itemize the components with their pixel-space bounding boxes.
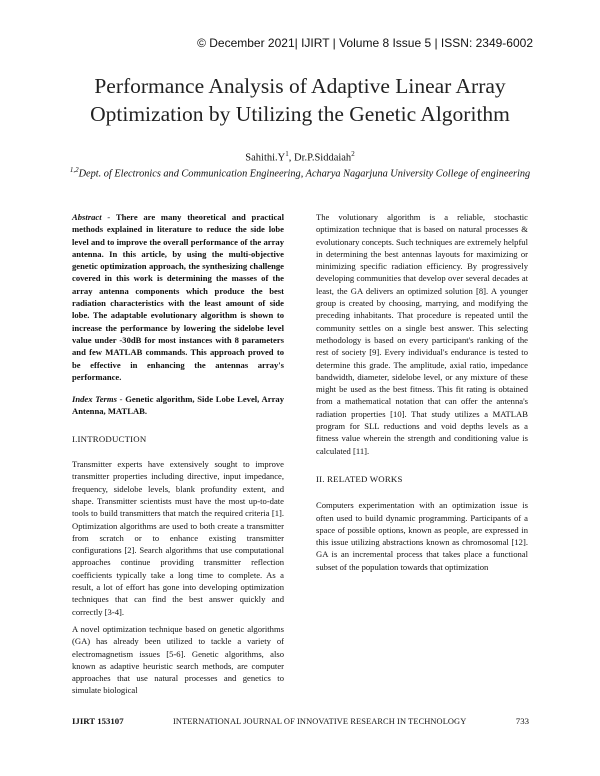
abstract <box>72 211 284 383</box>
paper-title-line-1: Performance Analysis of Adaptive Linear Array <box>94 74 506 98</box>
section-heading-introduction: I.INTRODUCTION <box>72 433 147 444</box>
paper-title <box>40 72 560 128</box>
left-column <box>72 211 284 697</box>
author-line <box>40 150 560 164</box>
footer-journal-id: IJIRT 153107 <box>72 716 124 726</box>
introduction-paragraph-1: Transmitter experts have extensively sought to improve transmitter properties including directive, input impedance, frequency, sidelobe levels, blank profundity extent, and shape. Transmitter scientists must have the most up-to-date tools to build transmitters that match the required criteria [1]. Optimization algorithms are used to both create a transmitter from scratch or to enhance existing transmitter configurations [2]. Search algorithms that use computational approaches continue providing transmitter reflection coefficients typically take a long time to complete. As a result, a lot of effort has gone into developing optimization techniques that can find the best answer quickly and correctly [3-4]. <box>72 459 284 617</box>
footer-page-number: 733 <box>515 716 529 726</box>
author-separator: , <box>288 152 295 164</box>
abstract-label: Abstract - <box>72 212 111 222</box>
section-heading-related-works: II. RELATED WORKS <box>316 473 403 484</box>
author-2-affiliation-mark: 2 <box>351 150 355 158</box>
abstract-text: There are many theoretical and practical methods explained in literature to reduce the side lobe level and to improve the overall performance of the array antenna. In this article, by using the multi-objective genetic optimization approach, the synthesizing challenge covered in this work is determining the masses of the array antenna components which produce the best radiation characteristics with the least amount of side lobe. The adaptable evolutionary algorithm is shown to increase the performance by lowering the sidelobe level value under -30dB for most instances with 8 parameters and few MATLAB commands. This approach proved to be effective in enhancing the antennas array's performance. <box>72 212 284 382</box>
paper-title-line-2: Optimization by Utilizing the Genetic Algorithm <box>90 102 510 126</box>
index-terms-label: Index Terms - <box>72 394 123 405</box>
index-terms <box>72 393 284 418</box>
introduction-paragraph-3: The volutionary algorithm is a reliable, stochastic optimization technique that is based on natural processes & evolutionary concepts. Such techniques are extremely helpful in determining the best antennas layouts for maximizing or minimizing specific radiation efficiency. By progressively developing communities that develop over several decades at least, the GA delivers an optimized solution [8]. A younger group is created by choosing, marrying, and modifying the preceding inhabitants. That procedure is repeated until the community settles on a single best answer. This selecting methodology is based on every participant's ranking of the rest of society [9]. Every individual's endurance is tested to determine this grade. The amplitude, axial ratio, impedance bandwidth, diameter, sidelobe level, or any mixture of these might be used as the best fitness. This fit rating is obtained from a mathematical notation that can offer the antenna's radiation properties [10]. That study utilizes a MATLAB program for SLL reductions and void depths levels as a fitness value wherein the strength and conditioning value is calculated [11]. <box>316 212 528 456</box>
affiliation-mark: 1,2 <box>69 166 79 174</box>
affiliation-text: Dept. of Electronics and Communication Engineering, Acharya Nagarjuna University College of engineering <box>78 168 531 180</box>
footer-journal-name: INTERNATIONAL JOURNAL OF INNOVATIVE RESEARCH IN TECHNOLOGY <box>173 717 467 726</box>
journal-citation-header: © December 2021| IJIRT | Volume 8 Issue 5 | ISSN: 2349-6002 <box>197 36 533 50</box>
right-column <box>316 211 528 573</box>
introduction-paragraph-2-start: A novel optimization technique based on genetic algorithms (GA) has already been utilized to tackle a variety of electromagnetism issues [5-6]. Genetic algorithms, also known as adaptive heuristic search methods, are computer approaches that use natural processes and genetics to simulate biological <box>72 623 284 696</box>
related-works-paragraph-1: Computers experimentation with an optimization issue is often used to build dynamic programming. Participants of a space of possible options, known as people, are expressed in this issue utilizing abstractions known as chromosomal [12]. GA is an incremental process that takes place a functional subset of the population towards that optimization <box>316 500 528 572</box>
author-1: Sahithi.Y <box>245 152 286 164</box>
index-terms-text: Genetic algorithm, Side Lobe Level, Array Antenna, MATLAB. <box>72 394 284 417</box>
author-1-affiliation-mark: 1 <box>285 150 289 158</box>
author-2: Dr.P.Siddaiah <box>294 152 352 164</box>
page-footer <box>72 716 529 726</box>
affiliation <box>60 164 540 180</box>
